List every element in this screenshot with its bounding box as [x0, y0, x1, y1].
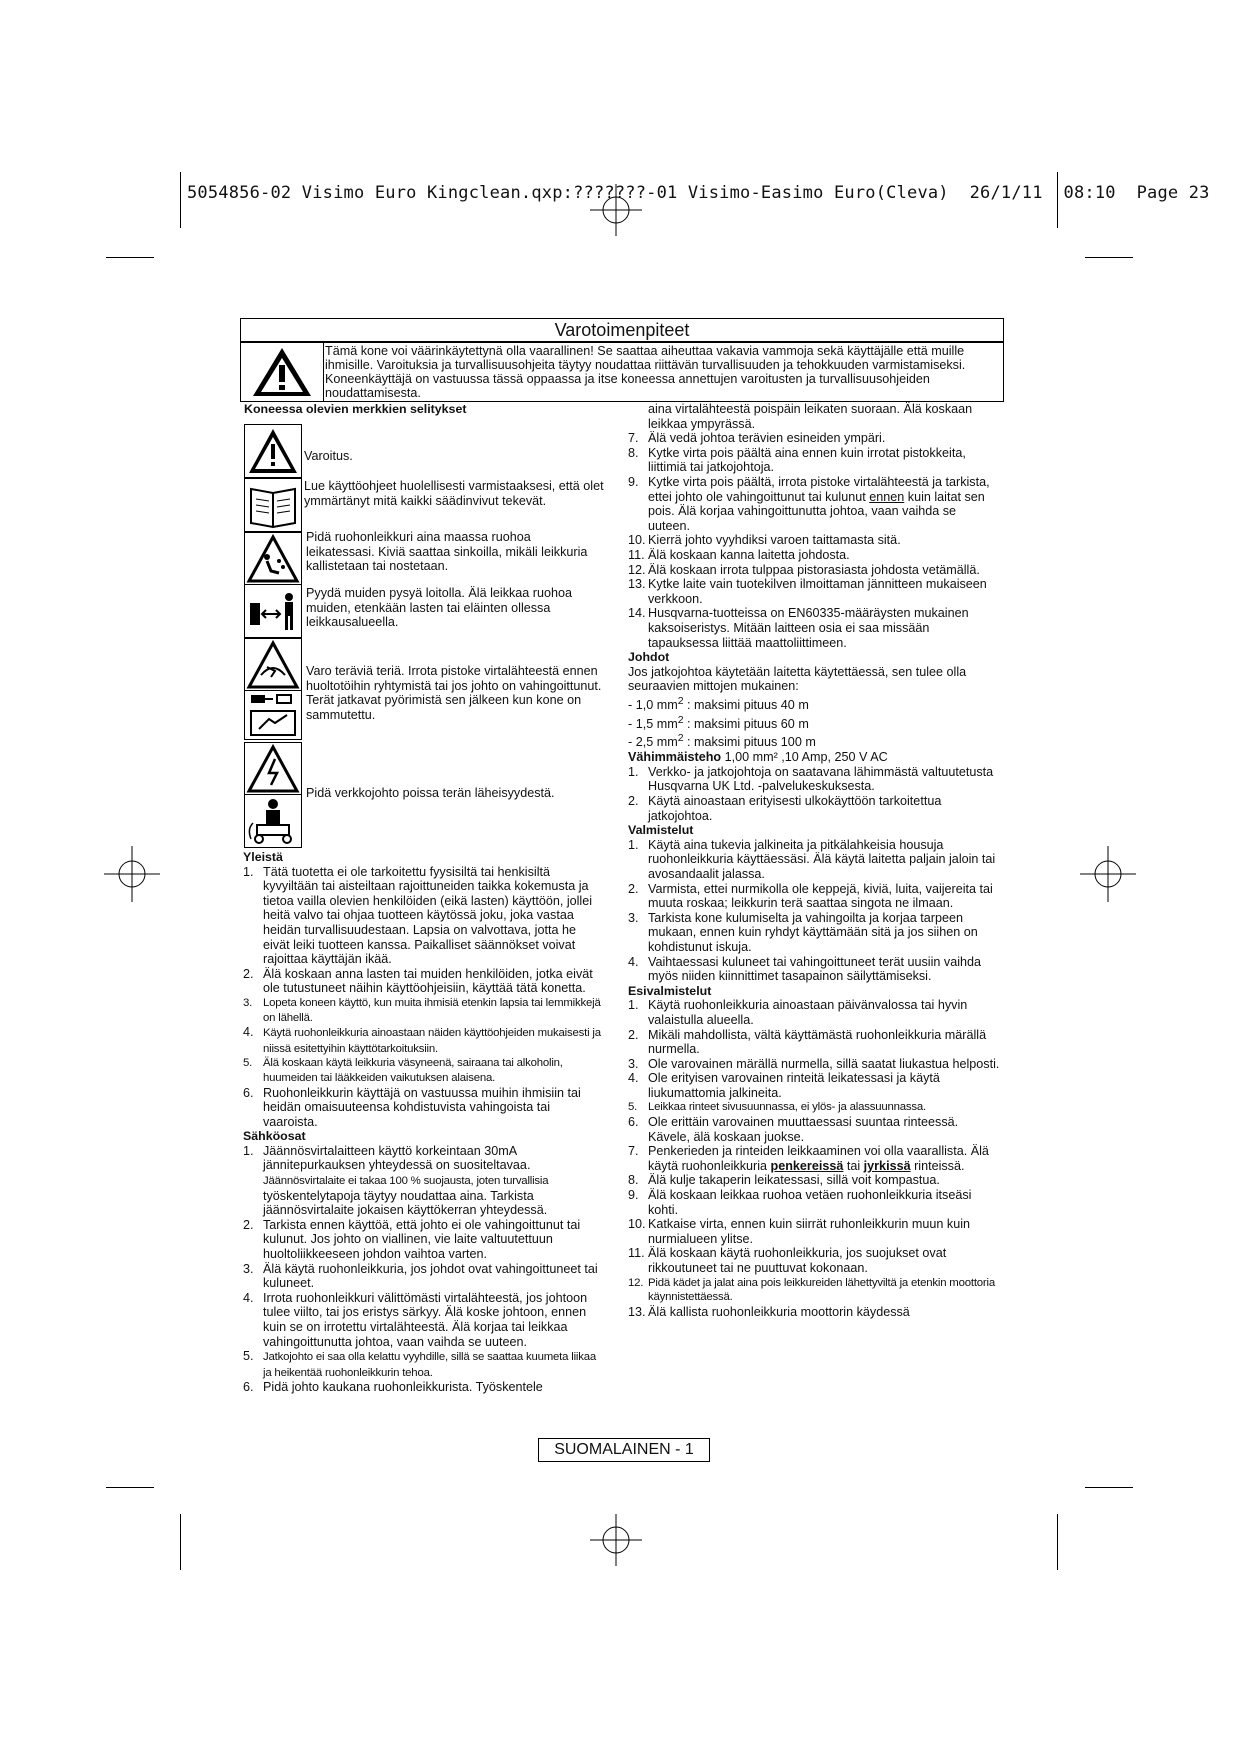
list-item: 4. Käytä ruohonleikkuria ainoastaan näiden käyttöohjeiden mukaisesti ja niissä esitettyihin käyttötarkoituksiin. [243, 1025, 601, 1055]
symbol-box [244, 690, 302, 740]
list-item: 6. Ruohonleikkurin käyttäjä on vastuussa muihin ihmisiin tai heidän omaisuuteensa kohdistuvista vahingoista tai vaaroista. [243, 1085, 581, 1129]
warning-triangle-icon [241, 343, 323, 401]
list-item: aina virtalähteestä poispäin leikaten suoraan. Älä koskaan leikkaa ympyrässä. [648, 402, 973, 431]
unplug-icon [245, 691, 301, 739]
symbol-text-electric: Pidä verkkojohto poissa terän läheisyydestä. [306, 786, 555, 800]
symbol-text-sharp-blades: Varo teräviä teriä. Irrota pistoke virtalähteestä ennen huoltotöihin ryhtymistä tai jos johto on vahingoittunut. Terät jatkavat pyörimistä sen jälkeen kun kone on sammutettu. [306, 664, 602, 722]
list-item: 4. Irrota ruohonleikkuri välittömästi virtalähteestä, jos johtoon tulee viilto, tai jos eristys särkyy. Älä koske johtoon, ennen kuin se on irrotettu virtalähteestä. Älä korjaa tai leikkaa vahingoittunutta johtoa, vaan vaihda se uuteen. [243, 1290, 588, 1349]
list-item: 2. Älä koskaan anna lasten tai muiden henkilöiden, jotka eivät ole tutustuneet näihin käyttöohjeisiin, käyttää tätä konetta. [243, 966, 593, 996]
crop-mark [106, 257, 154, 258]
registration-mark-right [1080, 846, 1136, 902]
symbol-text-thrown-objects: Pidä ruohonleikkuri aina maassa ruohoa leikatessasi. Kiviä saattaa sinkoilla, mikäli leikkuria kallistetaan tai nostetaan. [306, 530, 588, 574]
list-item: 8. Älä kulje takaperin leikatessasi, sillä voit kompastua. [628, 1173, 940, 1188]
cord-spec: - 1,0 $mm^2$ : maksimi pituus 40 m [628, 694, 809, 713]
list-item: 3. Lopeta koneen käyttö, kun muita ihmisiä etenkin lapsia tai lemmikkejä on lähellä. [243, 996, 601, 1024]
cord-away-icon [245, 795, 301, 847]
crop-mark [180, 172, 181, 228]
list-item: 1. Käytä ruohonleikkuria ainoastaan päivänvalossa tai hyvin valaistulla alueella. [628, 998, 968, 1027]
list-item: 7. Penkerieden ja rinteiden leikkaaminen voi olla vaarallista. Älä käytä ruohonleikkuria penkereissä tai jyrkissä rinteissä. [628, 1144, 989, 1173]
list-item: 2. Tarkista ennen käyttöä, että johto ei ole vahingoittunut tai kulunut. Jos johto on viallinen, vie laite valtuutettuun huoltoliikkeeseen johdon vaihtoa varten. [243, 1217, 581, 1262]
min-power: Vähimmäisteho 1,00 mm² ,10 Amp, 250 V AC [628, 750, 888, 765]
symbol-box [244, 742, 302, 796]
crop-mark [180, 1514, 181, 1570]
crop-mark [1085, 257, 1133, 258]
symbol-text-warning: Varoitus. [304, 449, 353, 463]
list-item: 3. Älä käytä ruohonleikkuria, jos johdot ovat vahingoittuneet tai kuluneet. [243, 1261, 598, 1291]
list-item: 1. Jäännösvirtalaitteen käyttö korkeintaan 30mA jännitepurkauksen yhteydessä on suositeltavaa. Jäännösvirtalaite ei takaa 100 % suojausta, joten turvallisia työskentelytapoja täytyy noudattaa aina. Tarkista jäännösvirtalaite jokaisen käyttökerran yhteydessä. [243, 1143, 549, 1218]
list-item: 5. Jatkojohto ei saa olla kelattu vyyhdille, sillä se saattaa kuumeta liikaa ja heikentää ruohonleikkurin tehoa. [243, 1349, 597, 1379]
symbols-heading: Koneessa olevien merkkien selitykset [244, 402, 467, 416]
list-item: 10. Katkaise virta, ennen kuin siirrät ruhonleikkurin muun kuin nurmialueen ylitse. [628, 1217, 971, 1246]
crop-mark [1085, 1487, 1133, 1488]
left-column-text: Yleistä 1. Tätä tuotetta ei ole tarkoitettu fyysisiltä tai henkisiltä kyvyiltään tai aisteiltaan rajoittuneiden taikka kokemusta ja tietoa vailla olevien henkilöiden (eikä lasten) käyttöön, jollei heitä valvo tai ohjaa tuotteen käytössä joku, joka vastaa heidän turvallisuudestaan. Lapsia on valvottava, jotta he eivät leiki tuotteen kanssa. Paikalliset säännökset voivat rajoittaa käyttäjän ikää. 2. Älä koskaan anna lasten tai muiden henkilöiden, jotka eivät ole tutustuneet näihin käyttöohjeisiin, käyttää tätä konetta. 3. Lopeta koneen käyttö, kun muita ihmisiä etenkin lapsia tai lemmikkejä on lähellä. 4. Käytä ruohonleikkuria ainoastaan näiden käyttöohjeiden mukaisesti ja niissä esitettyihin käyttötarkoituksiin. 5. Älä koskaan käytä leikkuria väsyneenä, sairaana tai alkoholin, huumeiden tai lääkkeiden vaikutuksen alaisena. 6. Ruohonleikkurin käyttäjä on vastuussa muihin ihmisiin tai heidän omaisuuteensa kohdistuvista vahingoista tai vaaroista. Sähköosat 1. Jäännösvirtalaitteen käyttö korkeintaan 30mA jännitepurkauksen yhteydessä on suositeltavaa. Jäännösvirtalaite ei takaa 100 % suojausta, joten turvallisia työskentelytapoja täytyy noudattaa aina. Tarkista jäännösvirtalaite jokaisen käyttökerran yhteydessä. 2. Tarkista ennen käyttöä, että johto ei ole vahingoittunut tai kulunut. Jos johto on viallinen, vie laite valtuutettuun huoltoliikkeeseen johdon vaihtoa varten. 3. Älä käytä ruohonleikkuria, jos johdot ovat vahingoittuneet tai kuluneet. 4. Irrota ruohonleikkuri välittömästi virtalähteestä, jos johtoon tulee viilto, tai jos eristys särkyy. Älä koske johtoon, ennen kuin se on irrotettu virtalähteestä. Älä korjaa tai leikkaa vahingoittunutta johtoa, vaan vaihda se uuteen. 5. Jatkojohto ei saa olla kelattu vyyhdille, sillä se saattaa kuumeta liikaa ja heikentää ruohonleikkurin tehoa. 6. Pidä johto kaukana ruohonleikkurista. Työskentele [243, 850, 605, 1395]
symbol-box [244, 532, 302, 586]
symbol-box [244, 638, 302, 692]
warning-icon-cell [241, 343, 324, 401]
manual-book-icon [245, 479, 301, 531]
symbol-text-keep-distance: Pyydä muiden pysyä loitolla. Älä leikkaa ruohoa muiden, etenkään lasten tai eläinten ollessa leikkausalueella. [306, 586, 573, 630]
list-item: 13. Älä kallista ruohonleikkuria moottorin käydessä [628, 1304, 910, 1319]
list-item: 1. Verkko- ja jatkojohtoja on saatavana lähimmästä valtuutetusta Husqvarna UK Ltd. -palvelukeskuksesta. [628, 764, 994, 794]
list-item: 11. Älä koskaan kanna laitetta johdosta. [628, 547, 850, 562]
thrown-objects-icon [245, 533, 301, 585]
list-item: 12. Älä koskaan irrota tulppaa pistorasiasta johdosta vetämällä. [628, 562, 980, 577]
list-item: 3. Ole varovainen märällä nurmella, sillä saatat liukastua helposti. [628, 1056, 1000, 1071]
symbol-box [244, 584, 302, 638]
list-item: 5. Älä koskaan käytä leikkuria väsyneenä, sairaana tai alkoholin, huumeiden tai lääkkeiden vaikutuksen alaisena. [243, 1057, 563, 1084]
cord-spec: - 2,5 $mm^2$ : maksimi pituus 100 m [628, 732, 816, 750]
keep-distance-icon [245, 585, 301, 637]
symbol-box [244, 794, 302, 848]
warning-text: Tämä kone voi väärinkäytettynä olla vaarallinen! Se saattaa aiheuttaa vakavia vammoja sekä käyttäjälle että muille ihmisille. Varoituksia ja turvallisuusohjeita täytyy noudattaa riittävän turvallisuuden ja tehokkuuden varmistamiseksi. Koneenkäyttäjä on vastuussa tässä oppaassa ja itse koneessa annettujen varoitusten ja turvallisuusohjeiden noudattamisesta. [325, 344, 966, 400]
list-item: 2. Mikäli mahdollista, vältä käyttämästä ruohonleikkuria märällä nurmella. [628, 1027, 987, 1057]
list-item: 13. Kytke laite vain tuotekilven ilmoittaman jännitteen mukaiseen verkkoon. [628, 577, 987, 606]
print-slug: 5054856-02 Visimo Euro Kingclean.qxp:???????-01 Visimo-Easimo Euro(Cleva) 26/1/11 08:10 Page 23 [187, 183, 1210, 203]
list-item: 3. Tarkista kone kulumiselta ja vahingoilta ja korjaa tarpeen mukaan, ennen kuin ryhdyt käyttämään sitä ja jos siihen on kohdistunut iskuja. [628, 910, 978, 954]
warning-triangle-icon [245, 425, 301, 477]
list-item: 2. Käytä ainoastaan erityisesti ulkokäyttöön tarkoitettua jatkojohtoa. [628, 794, 942, 823]
list-item: 2. Varmista, ettei nurmikolla ole keppejä, kiviä, luita, vaijereita tai muuta roskaa; leikkurin terä saattaa singota ne ilmaan. [628, 881, 993, 911]
list-item: 6. Pidä johto kaukana ruohonleikkurista. Työskentele [243, 1380, 543, 1395]
list-item: 1. Käytä aina tukevia jalkineita ja pitkälahkeisia housuja ruohonleikkuria käyttäessäsi. Älä käytä laitetta paljain jaloin tai avosandaalit jalassa. [628, 837, 996, 881]
symbol-box [244, 478, 302, 532]
registration-mark-bottom [588, 1512, 644, 1568]
list-item: 8. Kytke virta pois päältä aina ennen kuin irrotat pistokkeita, liittimiä tai jatkojohtoja. [628, 445, 966, 475]
crop-mark [1057, 1514, 1058, 1570]
list-item: 1. Tätä tuotetta ei ole tarkoitettu fyysisiltä tai henkisiltä kyvyiltään tai aisteiltaan rajoittuneiden taikka kokemusta ja tietoa vailla olevien henkilöiden (eikä lasten) käyttöön, jollei heitä valvo tai ohjaa tuotteen käytössä joku, joka vastaa heidän turvallisuudestaan. Lapsia on valvottava, jotta he eivät leiki tuotteen kanssa. Paikalliset säännökset voivat rajoittaa käyttäjän ikää. [243, 864, 593, 967]
symbol-text-manual: Lue käyttöohjeet huolellisesti varmistaaksesi, että olet ymmärtänyt mitä kaikki säädinvivut tekevät. [304, 479, 604, 508]
page-title: Varotoimenpiteet [240, 318, 1004, 342]
page-number-label: SUOMALAINEN - 1 [538, 1438, 710, 1462]
list-item: 9. Kytke virta pois päältä, irrota pistoke virtalähteestä ja tarkista, ettei johto ole vahingoittunut tai kulunut ennen kuin laitat sen pois. Älä korjaa vahingoittunutta johtoa, vaan vaihda se uuteen. [628, 474, 990, 533]
list-item: 10. Kierrä johto vyyhdiksi varoen taittamasta sitä. [628, 533, 901, 548]
crop-mark [106, 1487, 154, 1488]
electric-shock-icon [245, 743, 301, 795]
registration-mark-left [104, 846, 160, 902]
list-item: 11. Älä koskaan käytä ruohonleikkuria, jos suojukset ovat rikkoutuneet tai ne puuttuvat kokonaan. [628, 1246, 947, 1275]
right-column-text: aina virtalähteestä poispäin leikaten suoraan. Älä koskaan leikkaa ympyrässä. 7. Älä vedä johtoa terävien esineiden ympäri. 8. Kytke virta pois päältä aina ennen kuin irrotat pistokkeita, liittimiä tai jatkojohtoja. 9. Kytke virta pois päältä, irrota pistoke virtalähteestä ja tarkista, ettei johto ole vahingoittunut tai kulunut ennen kuin laitat sen pois. Älä korjaa vahingoittunutta johtoa, vaan vaihda se uuteen. 10. Kierrä johto vyyhdiksi varoen taittamasta sitä. 11. Älä koskaan kanna laitetta johdosta. 12. Älä koskaan irrota tulppaa pistorasiasta johdosta vetämällä. 13. Kytke laite vain tuotekilven ilmoittaman jännitteen mukaiseen verkkoon. 14. Husqvarna-tuotteissa on EN60335-määräysten mukainen kaksoiseristys. Mitään laitteen osia ei saa missään tapauksessa liittää maattoliittimeen. Johdot Jos jatkojohtoa käytetään laitetta käytettäessä, sen tulee olla seuraavien mittojen mukainen: - 1,0 $mm^2$ : maksimi pituus 40 m - 1,5 $mm^2$ : maksimi pituus 60 m - 2,5 $mm^2$ : maksimi pituus 100 m Vähimmäisteho 1,00 mm² ,10 Amp, 250 V AC 1. Verkko- ja jatkojohtoja on saatavana lähimmästä valtuutetusta Husqvarna UK Ltd. -palvelukeskuksesta. 2. Käytä ainoastaan erityisesti ulkokäyttöön tarkoitettua jatkojohtoa. Valmistelut 1. Käytä aina tukevia jalkineita ja pitkälahkeisia housuja ruohonleikkuria käyttäessäsi. Älä käytä laitetta paljain jaloin tai avosandaalit jalassa. 2. Varmista, ettei nurmikolla ole keppejä, kiviä, luita, vaijereita tai muuta roskaa; leikkurin terä saattaa singota ne ilmaan. 3. Tarkista kone kulumiselta ja vahingoilta ja korjaa tarpeen mukaan, ennen kuin ryhdyt käyttämään sitä ja jos siihen on kohdistunut iskuja. 4. Vaihtaessasi kuluneet tai vahingoittuneet terät uusiin vaihda myös niiden kiinnittimet tasapainon säilyttämiseksi. Esivalmistelut 1. Käytä ruohonleikkuria ainoastaan päivänvalossa tai hyvin valaistulla alueella. 2. Mikäli mahdollista, vältä käyttämästä ruohonleikkuria märällä nurmella. 3. Ole varovainen märällä nurmella, sillä saatat liukastua helposti. 4. Ole erityisen varovainen rinteitä leikatessasi ja käytä liukumattomia jalkineita. 5. Leikkaa rinteet sivusuunnassa, ei ylös- ja alassuunnassa. 6. Ole erittäin varovainen muuttaessasi suuntaa rinteessä. Kävele, älä koskaan juokse. 7. Penkerieden ja rinteiden leikkaaminen voi olla vaarallista. Älä käytä ruohonleikkuria penkereissä tai jyrkissä rinteissä. 8. Älä kulje takaperin leikatessasi, sillä voit kompastua. 9. Älä koskaan leikkaa ruohoa vetäen ruohonleikkuria itseäsi kohti. 10. Katkaise virta, ennen kuin siirrät ruhonleikkurin muun kuin nurmialueen ylitse. 11. Älä koskaan käytä ruohonleikkuria, jos suojukset ovat rikkoutuneet tai ne puuttuvat kokonaan. 12. Pidä kädet ja jalat aina pois leikkureiden lähettyviltä ja etenkin moottoria käynnistettäessä. 13. Älä kallista ruohonleikkuria moottorin käydessä [628, 402, 1000, 1319]
list-item: 14. Husqvarna-tuotteissa on EN60335-määräysten mukainen kaksoiseristys. Mitään laitteen osia ei saa missään tapauksessa liittää maattoliittimeen. [628, 606, 969, 650]
sharp-blades-icon [245, 639, 301, 691]
list-item: 5. Leikkaa rinteet sivusuunnassa, ei ylös- ja alassuunnassa. [628, 1101, 926, 1114]
list-item: 4. Ole erityisen varovainen rinteitä leikatessasi ja käytä liukumattomia jalkineita. [628, 1071, 940, 1100]
cord-spec: - 1,5 $mm^2$ : maksimi pituus 60 m [628, 713, 809, 731]
list-item: 12. Pidä kädet ja jalat aina pois leikkureiden lähettyviltä ja etenkin moottoria käynnistettäessä. [628, 1276, 995, 1304]
list-item: 7. Älä vedä johtoa terävien esineiden ympäri. [628, 431, 886, 446]
list-item: 9. Älä koskaan leikkaa ruohoa vetäen ruohonleikkuria itseäsi kohti. [628, 1188, 972, 1217]
warning-box [240, 342, 1004, 402]
list-item: 6. Ole erittäin varovainen muuttaessasi suuntaa rinteessä. Kävele, älä koskaan juokse. [628, 1115, 959, 1144]
list-item: 4. Vaihtaessasi kuluneet tai vahingoittuneet terät uusiin vaihda myös niiden kiinnittimet tasapainon säilyttämiseksi. [628, 954, 982, 984]
symbol-box [244, 424, 302, 478]
